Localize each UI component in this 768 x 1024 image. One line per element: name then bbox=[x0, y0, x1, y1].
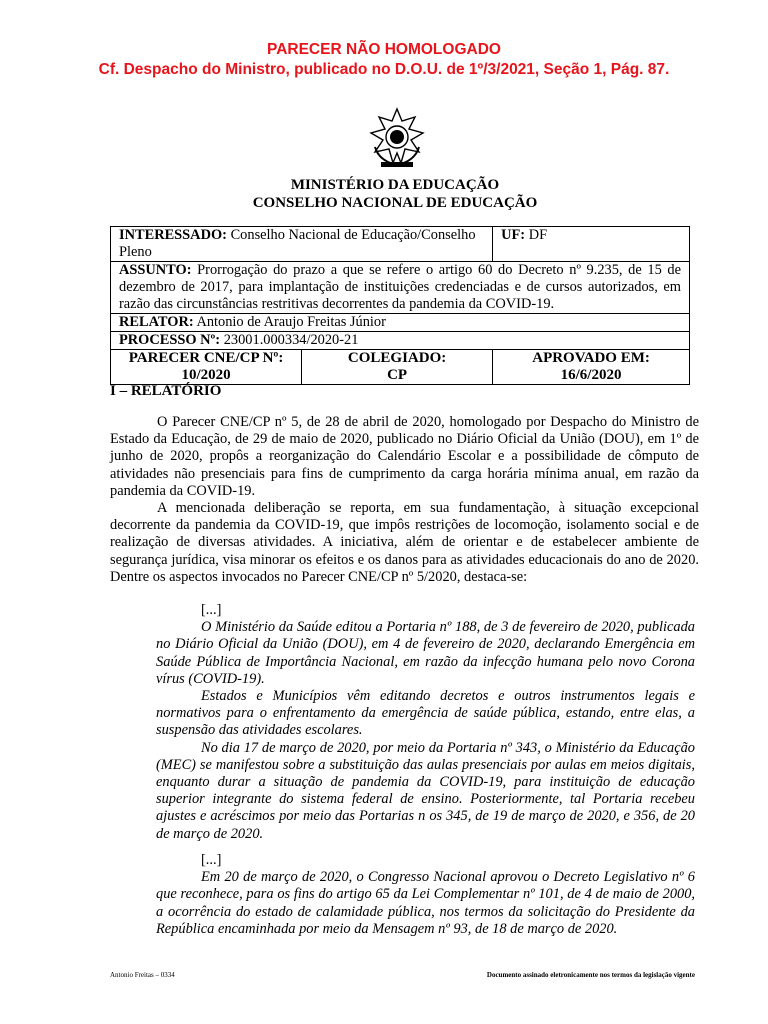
assunto-label: ASSUNTO: bbox=[119, 262, 192, 278]
aprovado-cell bbox=[493, 350, 690, 385]
interessado-label: INTERESSADO: bbox=[119, 227, 227, 243]
uf-label: UF: bbox=[501, 227, 526, 243]
paragraph: O Parecer CNE/CP nº 5, de 28 de abril de 2020, homologado por Despacho do Ministro de Estado da Educação, de 29 de maio de 2020, publicado no Diário Oficial da União (DOU), em 1º de junho de 2020, propôs a reorganização do Calendário Escolar e a possibilidade de cômputo de atividades não presenciais para fins de cumprimento da carga horária mínima anual, em razão da pandemia da COVID-19. bbox=[110, 414, 699, 499]
info-table bbox=[110, 226, 690, 385]
relator-row bbox=[111, 314, 690, 332]
quote-paragraph: Em 20 de março de 2020, o Congresso Nacional aprovou o Decreto Legislativo nº 6 que reconhece, para os fins do artigo 65 da Lei Complementar nº 101, de 4 de maio de 2000, a ocorrência do estado de calamidade pública, nos termos da solicitação do Presidente da República encaminhada por meio da Mensagem nº 93, de 18 de março de 2020. bbox=[156, 869, 695, 937]
report-body bbox=[110, 414, 699, 586]
aprovado-label: APROVADO EM: bbox=[532, 350, 650, 366]
uf-cell bbox=[493, 227, 690, 262]
footer-signature-note: Documento assinado eletronicamente nos termos da legislação vigente bbox=[486, 971, 695, 979]
processo-label: PROCESSO Nº: bbox=[119, 332, 221, 348]
notice-title: PARECER NÃO HOMOLOGADO bbox=[267, 41, 501, 58]
colegiado-label: COLEGIADO: bbox=[347, 350, 447, 366]
parecer-row bbox=[111, 350, 690, 385]
section-title: I – RELATÓRIO bbox=[110, 383, 222, 399]
block-quote bbox=[156, 602, 695, 843]
homologation-notice bbox=[0, 40, 768, 80]
quote-paragraph: O Ministério da Saúde editou a Portaria nº 188, de 3 de fevereiro de 2020, publicada no Diário Oficial da União (DOU), em 4 de fevereiro de 2020, declarando Emergência em Saúde Pública de Importância Nacional, em razão da infecção humana pelo novo Corona vírus (COVID-19). bbox=[156, 619, 695, 687]
interessado-cell bbox=[111, 227, 493, 262]
document-header bbox=[0, 176, 768, 212]
brazil-coat-of-arms-icon bbox=[367, 107, 427, 169]
uf-value: DF bbox=[528, 227, 548, 243]
parecer-value: 10/2020 bbox=[181, 367, 231, 383]
colegiado-cell bbox=[302, 350, 493, 385]
processo-row bbox=[111, 332, 690, 350]
quote-ellipsis: [...] bbox=[201, 852, 222, 868]
interessado-row bbox=[111, 227, 690, 262]
council-name: CONSELHO NACIONAL DE EDUCAÇÃO bbox=[252, 195, 538, 211]
relator-label: RELATOR: bbox=[119, 314, 194, 330]
colegiado-value: CP bbox=[387, 367, 408, 383]
notice-reference: Cf. Despacho do Ministro, publicado no D.O.U. de 1º/3/2021, Seção 1, Pág. 87. bbox=[98, 61, 670, 78]
quote-paragraph: Estados e Municípios vêm editando decretos e outros instrumentos legais e normativos para o enfrentamento da emergência de saúde pública, estando, entre elas, a suspensão das atividades escolares. bbox=[156, 688, 695, 739]
block-quote bbox=[156, 852, 695, 938]
assunto-row bbox=[111, 262, 690, 314]
paragraph: A mencionada deliberação se reporta, em sua fundamentação, à situação excepcional decorrente da pandemia da COVID-19, que impôs restrições de locomoção, isolamento social e de realização de diversas atividades. A iniciativa, além de orientar e de estabelecer ambiente de segurança jurídica, visa minorar os efeitos e os danos para as atividades educacionais do ano de 2020. Dentre os aspectos invocados no Parecer CNE/CP nº 5/2020, destaca-se: bbox=[110, 500, 699, 585]
assunto-cell bbox=[111, 262, 690, 314]
processo-value: 23001.000334/2020-21 bbox=[223, 332, 359, 348]
assunto-value: Prorrogação do prazo a que se refere o artigo 60 do Decreto nº 9.235, de 15 de dezembro de 2017, para implantação de instituições credenciadas e de cursos autorizados, em razão das circunstâncias restritivas decorrentes da pandemia da COVID-19. bbox=[119, 262, 681, 312]
quote-ellipsis: [...] bbox=[201, 602, 222, 618]
relator-value: Antonio de Araujo Freitas Júnior bbox=[196, 314, 386, 330]
relator-cell bbox=[111, 314, 690, 332]
interessado-value: Conselho Nacional de Educação/Conselho Pleno bbox=[119, 227, 476, 260]
footer-author: Antonio Freitas – 0334 bbox=[110, 971, 175, 979]
ministry-name: MINISTÉRIO DA EDUCAÇÃO bbox=[290, 177, 500, 193]
parecer-cell bbox=[111, 350, 302, 385]
parecer-label: PARECER CNE/CP Nº: bbox=[128, 350, 284, 366]
aprovado-value: 16/6/2020 bbox=[560, 367, 622, 383]
quote-paragraph: No dia 17 de março de 2020, por meio da Portaria nº 343, o Ministério da Educação (MEC) se manifestou sobre a substituição das aulas presenciais por aulas em meios digitais, enquanto durar a situação de pandemia da COVID-19, para instituição de educação superior integrante do sistema federal de ensino. Posteriormente, tal Portaria recebeu ajustes e acréscimos por meio das Portarias n os 345, de 19 de março de 2020, e 356, de 20 de março de 2020. bbox=[156, 739, 695, 842]
processo-cell bbox=[111, 332, 690, 350]
